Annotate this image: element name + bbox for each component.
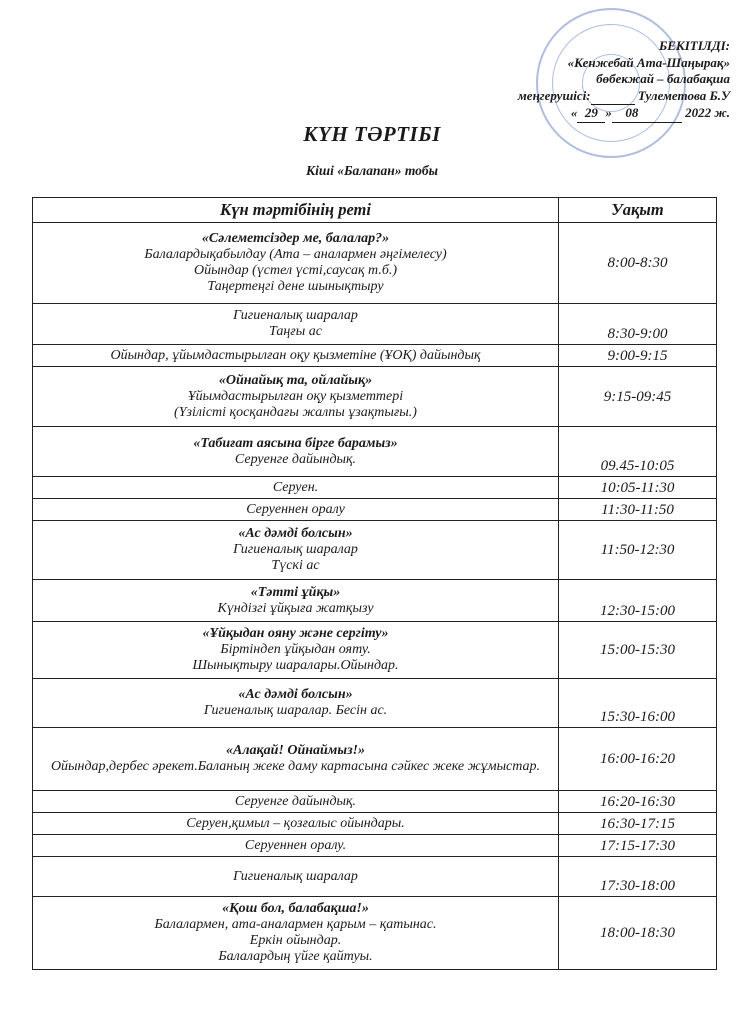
- approval-org-type: бөбекжай – балабақша: [596, 71, 730, 86]
- activity-line: Серуеннен оралу.: [244, 837, 347, 853]
- activity-cell: [33, 499, 559, 521]
- approval-date: [470, 105, 730, 123]
- activity-line: Серуен,қимыл – қозғалыс ойындары.: [186, 815, 405, 831]
- activity-line: Гигиеналық шаралар: [233, 868, 358, 884]
- activity-cell: [33, 622, 559, 679]
- activity-cell: [33, 345, 559, 367]
- table-row: [33, 477, 717, 499]
- activity-line: Ойындар (үстел үсті,саусақ т.б.): [193, 263, 398, 278]
- table-row: [33, 813, 717, 835]
- activity-line: Серуен.: [272, 479, 319, 495]
- table-row: [33, 521, 717, 580]
- activity-line: Біртіндеп ұйқыдан ояту.: [220, 642, 371, 657]
- activity-heading: «Алақай! Ойнаймыз!»: [225, 743, 366, 758]
- table-row: [33, 791, 717, 813]
- schedule-table: [32, 197, 717, 970]
- activity-cell: [33, 367, 559, 427]
- activity-heading: «Тәтті ұйқы»: [250, 584, 341, 600]
- time-cell: 16:20-16:30: [559, 791, 717, 813]
- activity-line: Серуенге дайындық.: [234, 451, 357, 467]
- activity-line: Шынықтыру шаралары.Ойындар.: [192, 658, 399, 673]
- activity-cell: [33, 223, 559, 304]
- activity-heading: «Ас дәмді болсын»: [238, 687, 353, 702]
- time-cell: 16:30-17:15: [559, 813, 717, 835]
- activity-line: Таңертеңгі дене шынықтыру: [207, 279, 384, 294]
- activity-heading: «Қош бол, балабақша!»: [222, 901, 369, 916]
- table-row: [33, 835, 717, 857]
- time-cell: 11:30-11:50: [559, 499, 717, 521]
- time-cell: 9:00-9:15: [559, 345, 717, 367]
- header-time: Уақыт: [559, 198, 717, 223]
- activity-heading: «Ұйқыдан ояну және сергіту»: [202, 626, 389, 641]
- time-cell: 18:00-18:30: [559, 897, 717, 970]
- table-row: [33, 857, 717, 897]
- table-row: [33, 427, 717, 477]
- date-month: 08: [612, 105, 652, 123]
- activity-cell: [33, 835, 559, 857]
- activity-line: Балалардың үйге қайтуы.: [218, 949, 373, 964]
- activity-heading: «Ас дәмді болсын»: [238, 526, 353, 541]
- approval-heading: БЕКІТІЛДІ:: [659, 38, 730, 53]
- time-cell: 8:30-9:00: [559, 304, 717, 345]
- activity-line: Гигиеналық шаралар: [233, 308, 358, 323]
- header-activity: Күн тәртібінің реті: [33, 198, 559, 223]
- date-open-quote: «: [570, 105, 578, 120]
- time-cell: 11:50-12:30: [559, 521, 717, 580]
- approval-head-name: Тулеметова Б.У: [637, 87, 730, 103]
- approval-org-name: «Кенжебай Ата-Шаңырақ»: [567, 54, 730, 70]
- page-subtitle: Кіші «Балапан» тобы: [305, 163, 439, 178]
- time-cell: 16:00-16:20: [559, 728, 717, 791]
- activity-cell: [33, 521, 559, 580]
- activity-cell: [33, 813, 559, 835]
- activity-line: (Үзілісті қосқандағы жалпы ұзақтығы.): [174, 404, 417, 420]
- table-row: [33, 345, 717, 367]
- approval-block: [470, 38, 730, 123]
- table-header-row: [33, 198, 717, 223]
- time-cell: 8:00-8:30: [559, 223, 717, 304]
- activity-line: Күндізгі ұйқыға жатқызу: [217, 600, 374, 616]
- activity-line: Балалардықабылдау (Ата – аналармен әңгімелесу): [144, 247, 447, 262]
- activity-line: Гигиеналық шаралар: [233, 542, 358, 557]
- time-cell: 10:05-11:30: [559, 477, 717, 499]
- table-row: [33, 622, 717, 679]
- activity-line: Серуенге дайындық.: [234, 793, 357, 809]
- activity-cell: [33, 304, 559, 345]
- time-cell: 15:00-15:30: [559, 622, 717, 679]
- activity-line: Балалармен, ата-аналармен қарым – қатынас.: [154, 917, 437, 932]
- activity-cell: [33, 679, 559, 728]
- activity-line: Ұйымдастырылған оқу қызметтері: [187, 388, 404, 404]
- signature-blank: [591, 88, 635, 106]
- date-blank: [652, 105, 682, 123]
- activity-line: Серуеннен оралу: [246, 501, 345, 517]
- time-cell: 12:30-15:00: [559, 580, 717, 622]
- time-cell: 15:30-16:00: [559, 679, 717, 728]
- table-row: [33, 897, 717, 970]
- table-row: [33, 367, 717, 427]
- activity-cell: [33, 791, 559, 813]
- activity-line: Еркін ойындар.: [249, 933, 342, 948]
- time-cell: 17:15-17:30: [559, 835, 717, 857]
- activity-heading: «Ойнайық та, ойлайық»: [218, 372, 373, 388]
- activity-heading: «Табиғат аясына бірге барамыз»: [193, 435, 398, 451]
- time-cell: 9:15-09:45: [559, 367, 717, 427]
- table-row: [33, 580, 717, 622]
- table-row: [33, 499, 717, 521]
- approval-head-prefix: меңгерушісі:: [517, 87, 591, 103]
- activity-line: Ойындар, ұйымдастырылған оқу қызметіне (ҰОҚ) дайындық: [110, 347, 481, 363]
- page-title: КҮН ТӘРТІБІ: [303, 122, 441, 146]
- activity-cell: [33, 897, 559, 970]
- date-year: 2022 ж.: [685, 105, 730, 120]
- activity-cell: [33, 857, 559, 897]
- activity-cell: [33, 427, 559, 477]
- activity-line: Ойындар,дербес әрекет.Баланың жеке даму картасына сәйкес жеке жұмыстар.: [50, 759, 541, 774]
- schedule-body: [33, 223, 717, 970]
- activity-heading: «Сәлеметсіздер ме, балалар?»: [201, 231, 390, 246]
- activity-line: Таңғы ас: [269, 324, 322, 339]
- approval-head-line: [470, 88, 730, 106]
- table-row: [33, 304, 717, 345]
- activity-line: Гигиеналық шаралар. Бесін ас.: [203, 703, 388, 718]
- activity-line: Түскі ас: [271, 558, 320, 573]
- activity-cell: [33, 728, 559, 791]
- table-row: [33, 728, 717, 791]
- time-cell: 17:30-18:00: [559, 857, 717, 897]
- activity-cell: [33, 477, 559, 499]
- table-row: [33, 679, 717, 728]
- date-close-quote: »: [605, 105, 612, 120]
- date-day: 29: [577, 105, 605, 123]
- table-row: [33, 223, 717, 304]
- activity-cell: [33, 580, 559, 622]
- time-cell: 09.45-10:05: [559, 427, 717, 477]
